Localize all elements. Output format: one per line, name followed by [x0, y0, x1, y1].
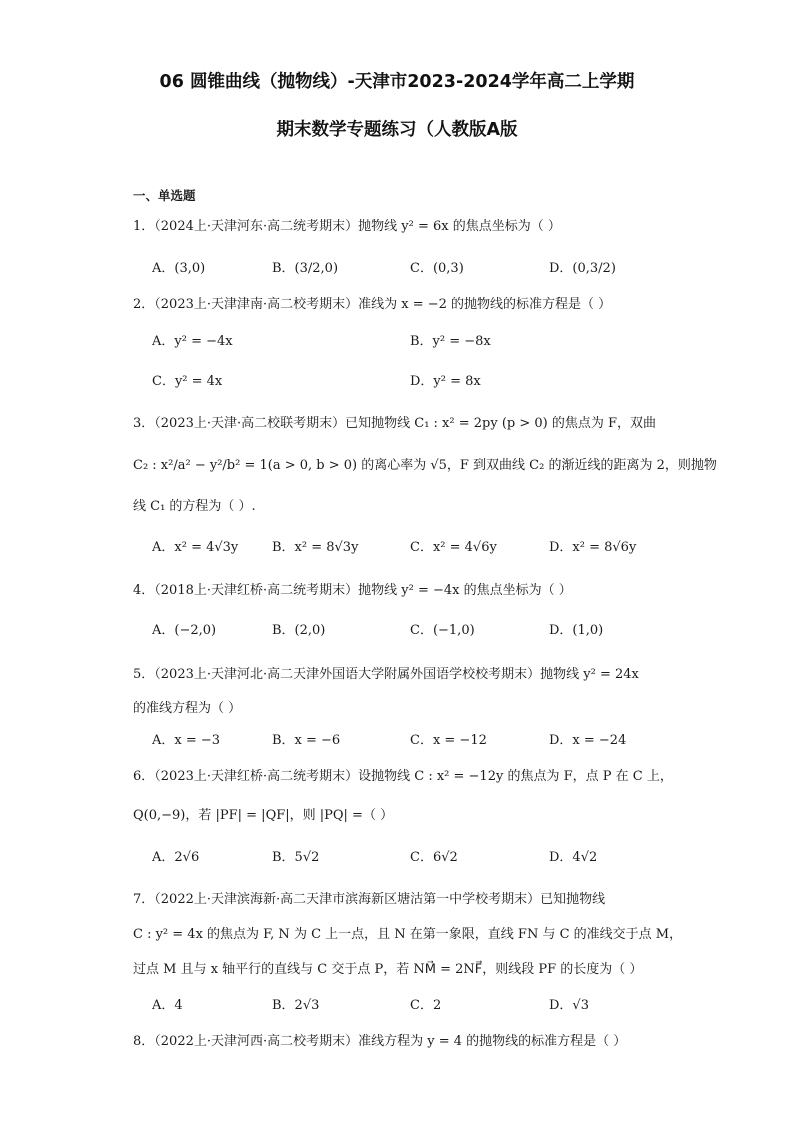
- question-7-stem-line-2: C : y² = 4x 的焦点为 F, N 为 C 上一点，且 N 在第一象限，直线 FN 与 C 的准线交于点 M，: [133, 927, 683, 942]
- question-3-stem-line-3: 线 C₁ 的方程为（ ）.: [133, 499, 256, 514]
- question-5-option-c: C．x = −12: [410, 733, 487, 748]
- question-1-option-c: C．(0,3): [410, 261, 464, 276]
- question-3-stem-line-1: 3．（2023上·天津·高二校联考期末）已知抛物线 C₁ : x² = 2py (p > 0) 的焦点为 F，双曲: [133, 416, 657, 431]
- question-3-stem-line-2: C₂ : x²/a² − y²/b² = 1(a > 0, b > 0) 的离心率为 √5，F 到双曲线 C₂ 的渐近线的距离为 2，则抛物: [133, 458, 717, 473]
- section-heading: 一、单选题: [133, 188, 196, 203]
- question-4-option-a: A．(−2,0): [152, 623, 217, 638]
- question-2-option-d: D．y² = 8x: [410, 374, 481, 389]
- question-7-stem-line-3: 过点 M 且与 x 轴平行的直线与 C 交于点 P，若 NM⃗ = 2NF⃗，则线段 PF 的长度为（ ）: [133, 962, 643, 977]
- question-4-option-c: C．(−1,0): [410, 623, 475, 638]
- question-7-stem-line-1: 7．（2022上·天津滨海新·高二天津市滨海新区塘沽第一中学校考期末）已知抛物线: [133, 892, 606, 907]
- question-2-stem: 2．（2023上·天津津南·高二校考期末）准线为 x = −2 的抛物线的标准方程是（ ）: [133, 297, 612, 312]
- question-3-option-c: C．x² = 4√6y: [410, 540, 497, 555]
- question-3-option-d: D．x² = 8√6y: [549, 540, 637, 555]
- question-4-option-b: B．(2,0): [272, 623, 326, 638]
- question-1-option-b: B．(3/2,0): [272, 261, 339, 276]
- question-4-option-d: D．(1,0): [549, 623, 604, 638]
- document-title-line-1: 06 圆锥曲线（抛物线）-天津市2023-2024学年高二上学期: [159, 72, 635, 92]
- question-6-option-c: C．6√2: [410, 850, 458, 865]
- question-3-option-a: A．x² = 4√3y: [152, 540, 239, 555]
- question-5-option-a: A．x = −3: [152, 733, 221, 748]
- question-1-option-d: D．(0,3/2): [549, 261, 616, 276]
- question-6-option-b: B．5√2: [272, 850, 320, 865]
- question-3-option-b: B．x² = 8√3y: [272, 540, 359, 555]
- question-7-option-a: A．4: [152, 998, 183, 1013]
- question-2-option-b: B．y² = −8x: [410, 334, 491, 349]
- question-5-option-b: B．x = −6: [272, 733, 341, 748]
- question-6-stem-line-2: Q(0,−9)，若 |PF| = |QF|，则 |PQ| =（ ）: [133, 808, 394, 823]
- question-6-stem-line-1: 6．（2023上·天津红桥·高二统考期末）设抛物线 C : x² = −12y 的焦点为 F，点 P 在 C 上，: [133, 769, 673, 784]
- question-8-stem: 8．（2022上·天津河西·高二校考期末）准线方程为 y = 4 的抛物线的标准方程是（ ）: [133, 1034, 627, 1049]
- question-4-stem: 4．（2018上·天津红桥·高二统考期末）抛物线 y² = −4x 的焦点坐标为（ ）: [133, 583, 572, 598]
- question-7-option-c: C．2: [410, 998, 442, 1013]
- question-6-option-d: D．4√2: [549, 850, 598, 865]
- question-5-stem-line-1: 5．（2023上·天津河北·高二天津外国语大学附属外国语学校校考期末）抛物线 y² = 24x: [133, 667, 639, 682]
- question-5-stem-line-2: 的准线方程为（ ）: [133, 701, 242, 716]
- question-7-option-d: D．√3: [549, 998, 589, 1013]
- question-1-option-a: A．(3,0): [152, 261, 206, 276]
- question-5-option-d: D．x = −24: [549, 733, 627, 748]
- document-title-line-2: 期末数学专题练习（人教版A版: [276, 120, 518, 140]
- question-2-option-c: C．y² = 4x: [152, 374, 223, 389]
- question-6-option-a: A．2√6: [152, 850, 200, 865]
- question-7-option-b: B．2√3: [272, 998, 320, 1013]
- question-2-option-a: A．y² = −4x: [152, 334, 233, 349]
- question-1-stem: 1．（2024上·天津河东·高二统考期末）抛物线 y² = 6x 的焦点坐标为（ ）: [133, 219, 561, 234]
